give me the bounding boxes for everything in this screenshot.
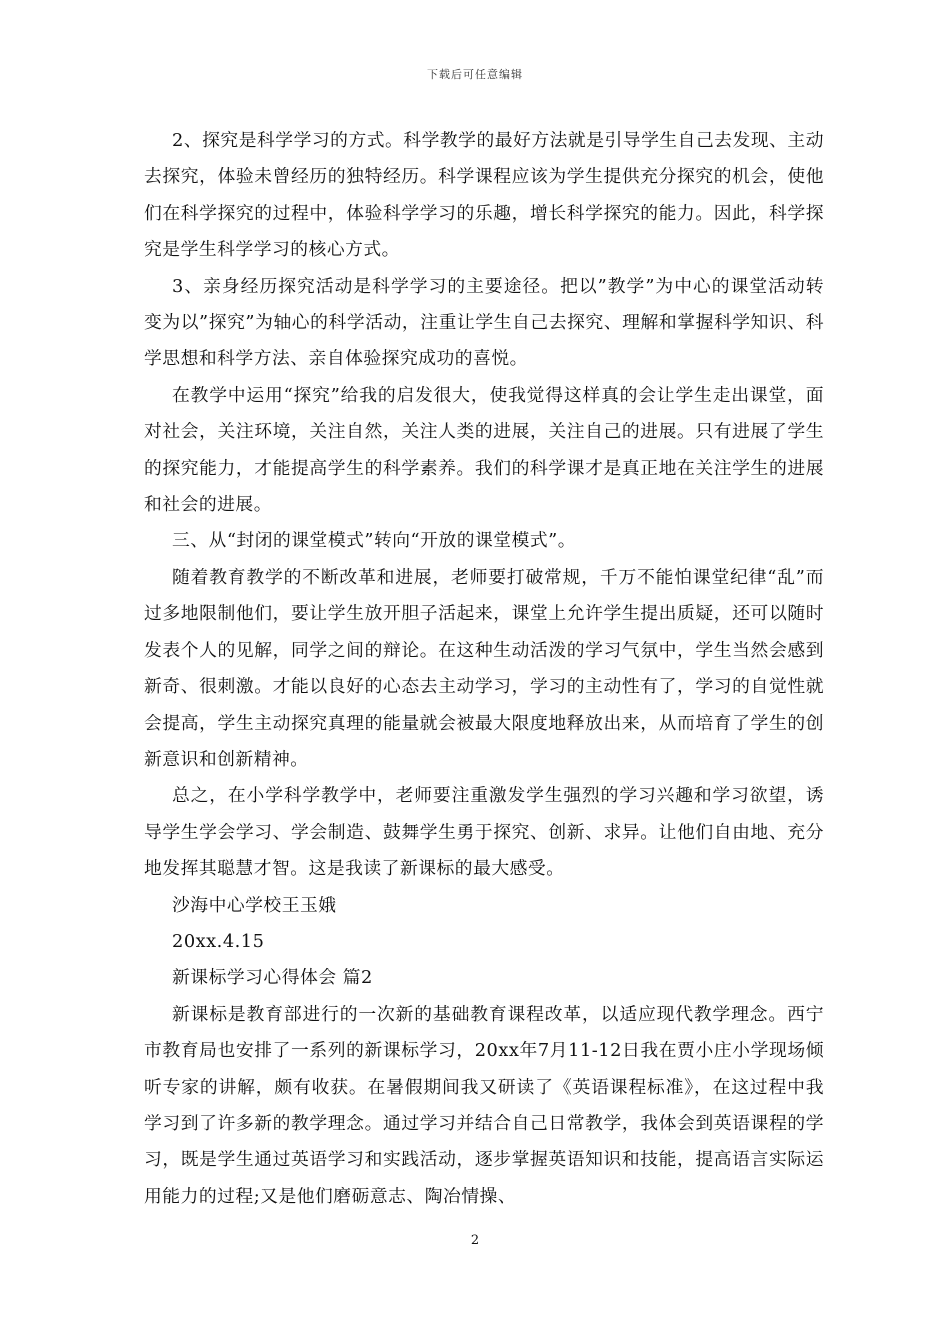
paragraph-new-curriculum: 新课标是教育部进行的一次新的基础教育课程改革，以适应现代教学理念。西宁市教育局也安排了一系列的新课标学习，20xx年7月11-12日我在贾小庄小学现场倾听专家的讲解，颇有收获。在暑假期间我又研读了《英语课程标准》，在这过程中我学习到了许多新的教学理念。通过学习并结合自己日常教学，我体会到英语课程的学习，既是学生通过英语学习和实践活动，逐步掌握英语知识和技能，提高语言实际运用能力的过程;又是他们磨砺意志、陶冶情操、 [144, 1003, 824, 1207]
paragraph-inquiry-inspiration: 在教学中运用“探究”给我的启发很大，使我觉得这样真的会让学生走出课堂，面对社会，关注环境，关注自然，关注人类的进展，关注自己的进展。只有进展了学生的探究能力，才能提高学生的科学素养。我们的科学课才是真正地在关注学生的进展和社会的进展。 [144, 384, 824, 516]
article-title-part2: 新课标学习心得体会 篇2 [172, 967, 373, 989]
document-date: 20xx.4.15 [172, 930, 265, 952]
author-signature: 沙海中心学校王玉娥 [172, 894, 337, 916]
paragraph-inquiry-method: 2、探究是科学学习的方式。科学教学的最好方法就是引导学生自己去发现、主动去探究，体验未曾经历的独特经历。科学课程应该为学生提供充分探究的机会，使他们在科学探究的过程中，体验科学学习的乐趣，增长科学探究的能力。因此，科学探究是学生科学学习的核心方式。 [144, 130, 824, 261]
page-number: 2 [470, 1233, 480, 1248]
paragraph-inquiry-activities: 3、亲身经历探究活动是科学学习的主要途径。把以”教学”为中心的课堂活动转变为以”探究”为轴心的科学活动，注重让学生自己去探究、理解和掌握科学知识、科学思想和科学方法、亲自体验探究成功的喜悦。 [144, 275, 824, 370]
page-header: 下载后可任意编辑 [427, 68, 523, 81]
paragraph-classroom-reform: 随着教育教学的不断改革和进展，老师要打破常规，千万不能怕课堂纪律“乱”而过多地限制他们，要让学生放开胆子活起来，课堂上允许学生提出质疑，还可以随时发表个人的见解，同学之间的辩论。在这种生动活泼的学习气氛中，学生当然会感到新奇、很刺激。才能以良好的心态去主动学习，学习的主动性有了，学习的自觉性就会提高，学生主动探究真理的能量就会被最大限度地释放出来，从而培育了学生的创新意识和创新精神。 [144, 566, 824, 770]
paragraph-conclusion: 总之，在小学科学教学中，老师要注重激发学生强烈的学习兴趣和学习欲望，诱导学生学会学习、学会制造、鼓舞学生勇于探究、创新、求异。让他们自由地、充分地发挥其聪慧才智。这是我读了新课标的最大感受。 [144, 785, 824, 880]
body-text [144, 123, 824, 1215]
section-heading-open-classroom: 三、从“封闭的课堂模式”转向“开放的课堂模式”。 [172, 530, 576, 552]
